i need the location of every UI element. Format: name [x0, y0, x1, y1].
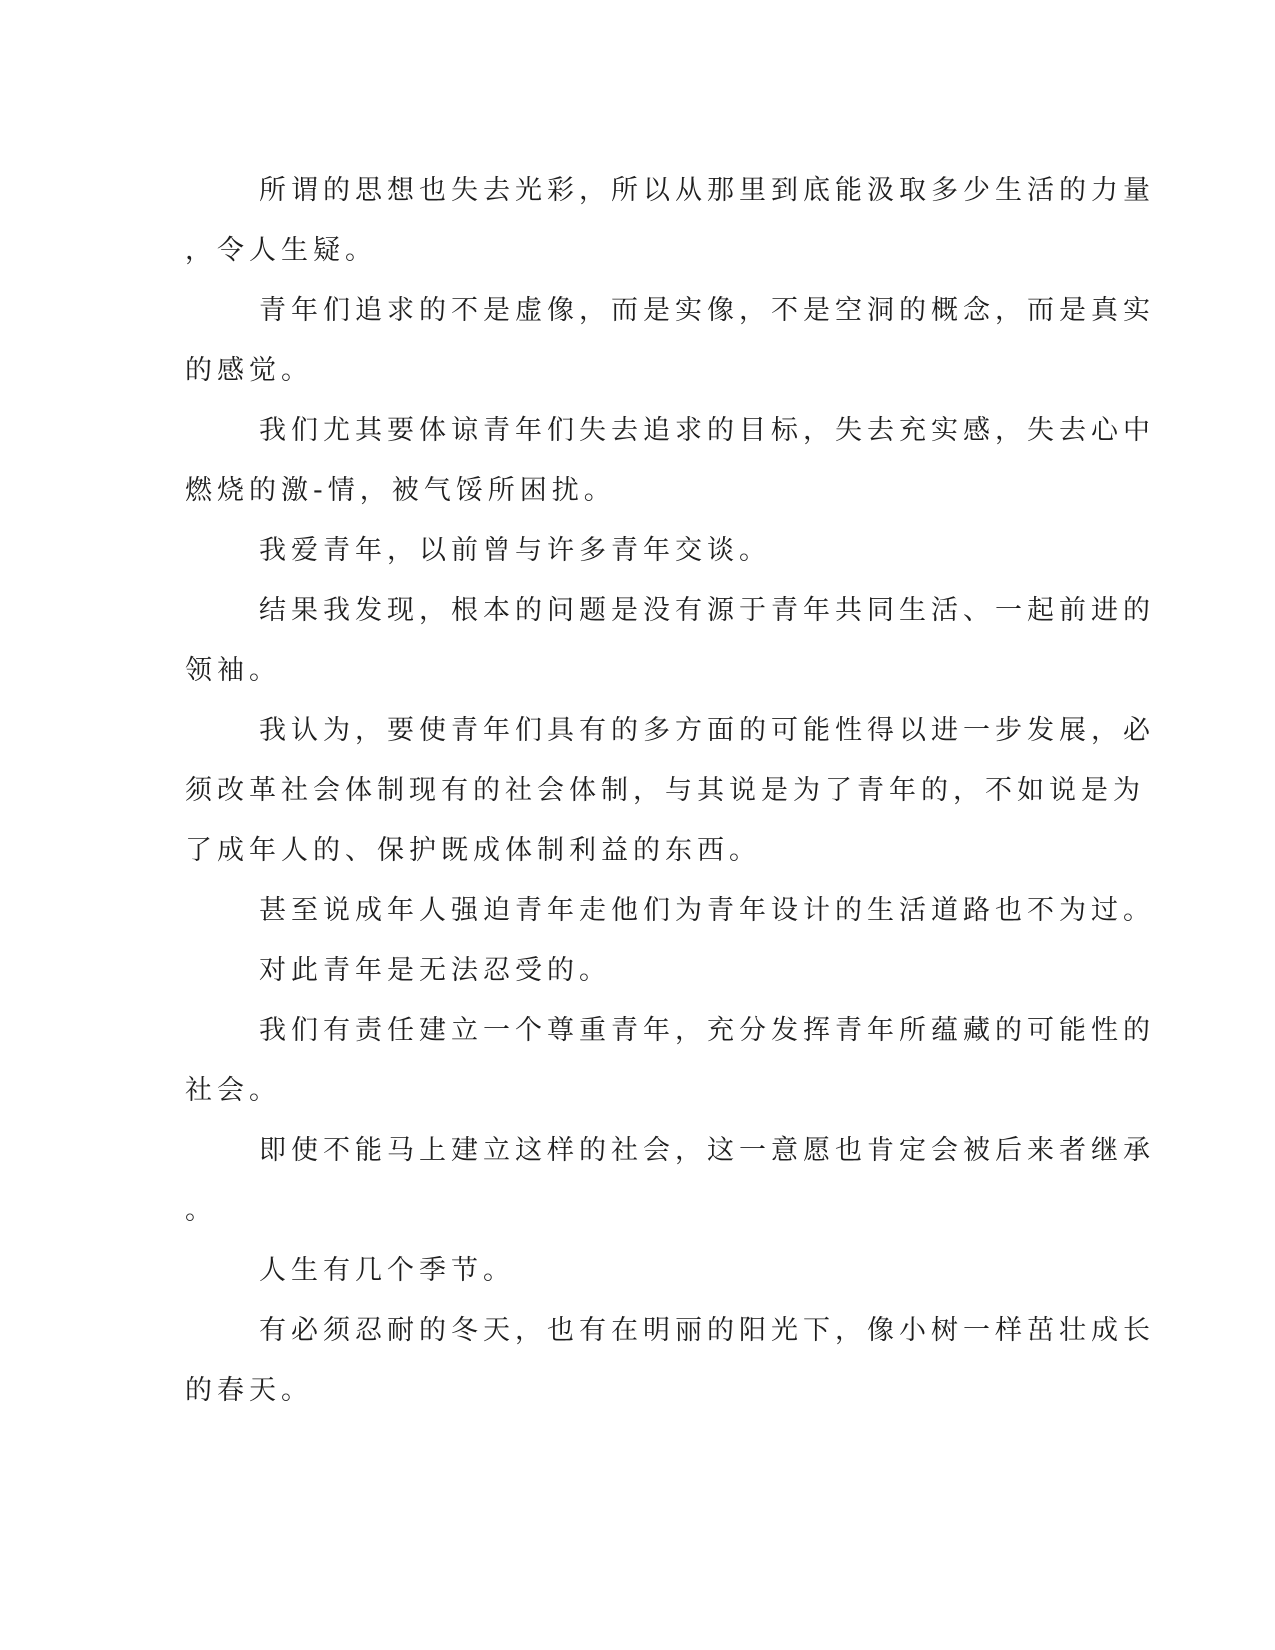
paragraph-line: 即使不能马上建立这样的社会，这一意愿也肯定会被后来者继承: [259, 1135, 1155, 1166]
paragraph-line: 的春天。: [185, 1375, 313, 1406]
paragraph-line: 了成年人的、保护既成体制利益的东西。: [185, 835, 761, 866]
paragraph-line: 我们尤其要体谅青年们失去追求的目标，失去充实感，失去心中: [259, 415, 1155, 446]
paragraph-line: 。: [185, 1195, 217, 1226]
paragraph-line: 有必须忍耐的冬天，也有在明丽的阳光下，像小树一样茁壮成长: [259, 1315, 1155, 1346]
paragraph-line: 我认为，要使青年们具有的多方面的可能性得以进一步发展，必: [259, 715, 1155, 746]
document-body: [185, 161, 1155, 1421]
paragraph-line: 我爱青年，以前曾与许多青年交谈。: [259, 535, 771, 566]
paragraph-line: 对此青年是无法忍受的。: [259, 955, 611, 986]
paragraph-line: 燃烧的激-情，被气馁所困扰。: [185, 475, 616, 506]
paragraph-line: 领袖。: [185, 655, 281, 686]
paragraph-line: 青年们追求的不是虚像，而是实像，不是空洞的概念，而是真实: [259, 295, 1155, 326]
paragraph-line: 所谓的思想也失去光彩，所以从那里到底能汲取多少生活的力量: [259, 175, 1155, 206]
paragraph-line: ，令人生疑。: [185, 235, 377, 266]
paragraph-line: 人生有几个季节。: [259, 1255, 515, 1286]
paragraph-line: 甚至说成年人强迫青年走他们为青年设计的生活道路也不为过。: [259, 895, 1155, 926]
paragraph-line: 社会。: [185, 1075, 281, 1106]
paragraph-line: 须改革社会体制现有的社会体制，与其说是为了青年的，不如说是为: [185, 775, 1145, 806]
paragraph-line: 结果我发现，根本的问题是没有源于青年共同生活、一起前进的: [259, 595, 1155, 626]
paragraph-line: 我们有责任建立一个尊重青年，充分发挥青年所蕴藏的可能性的: [259, 1015, 1155, 1046]
paragraph-line: 的感觉。: [185, 355, 313, 386]
